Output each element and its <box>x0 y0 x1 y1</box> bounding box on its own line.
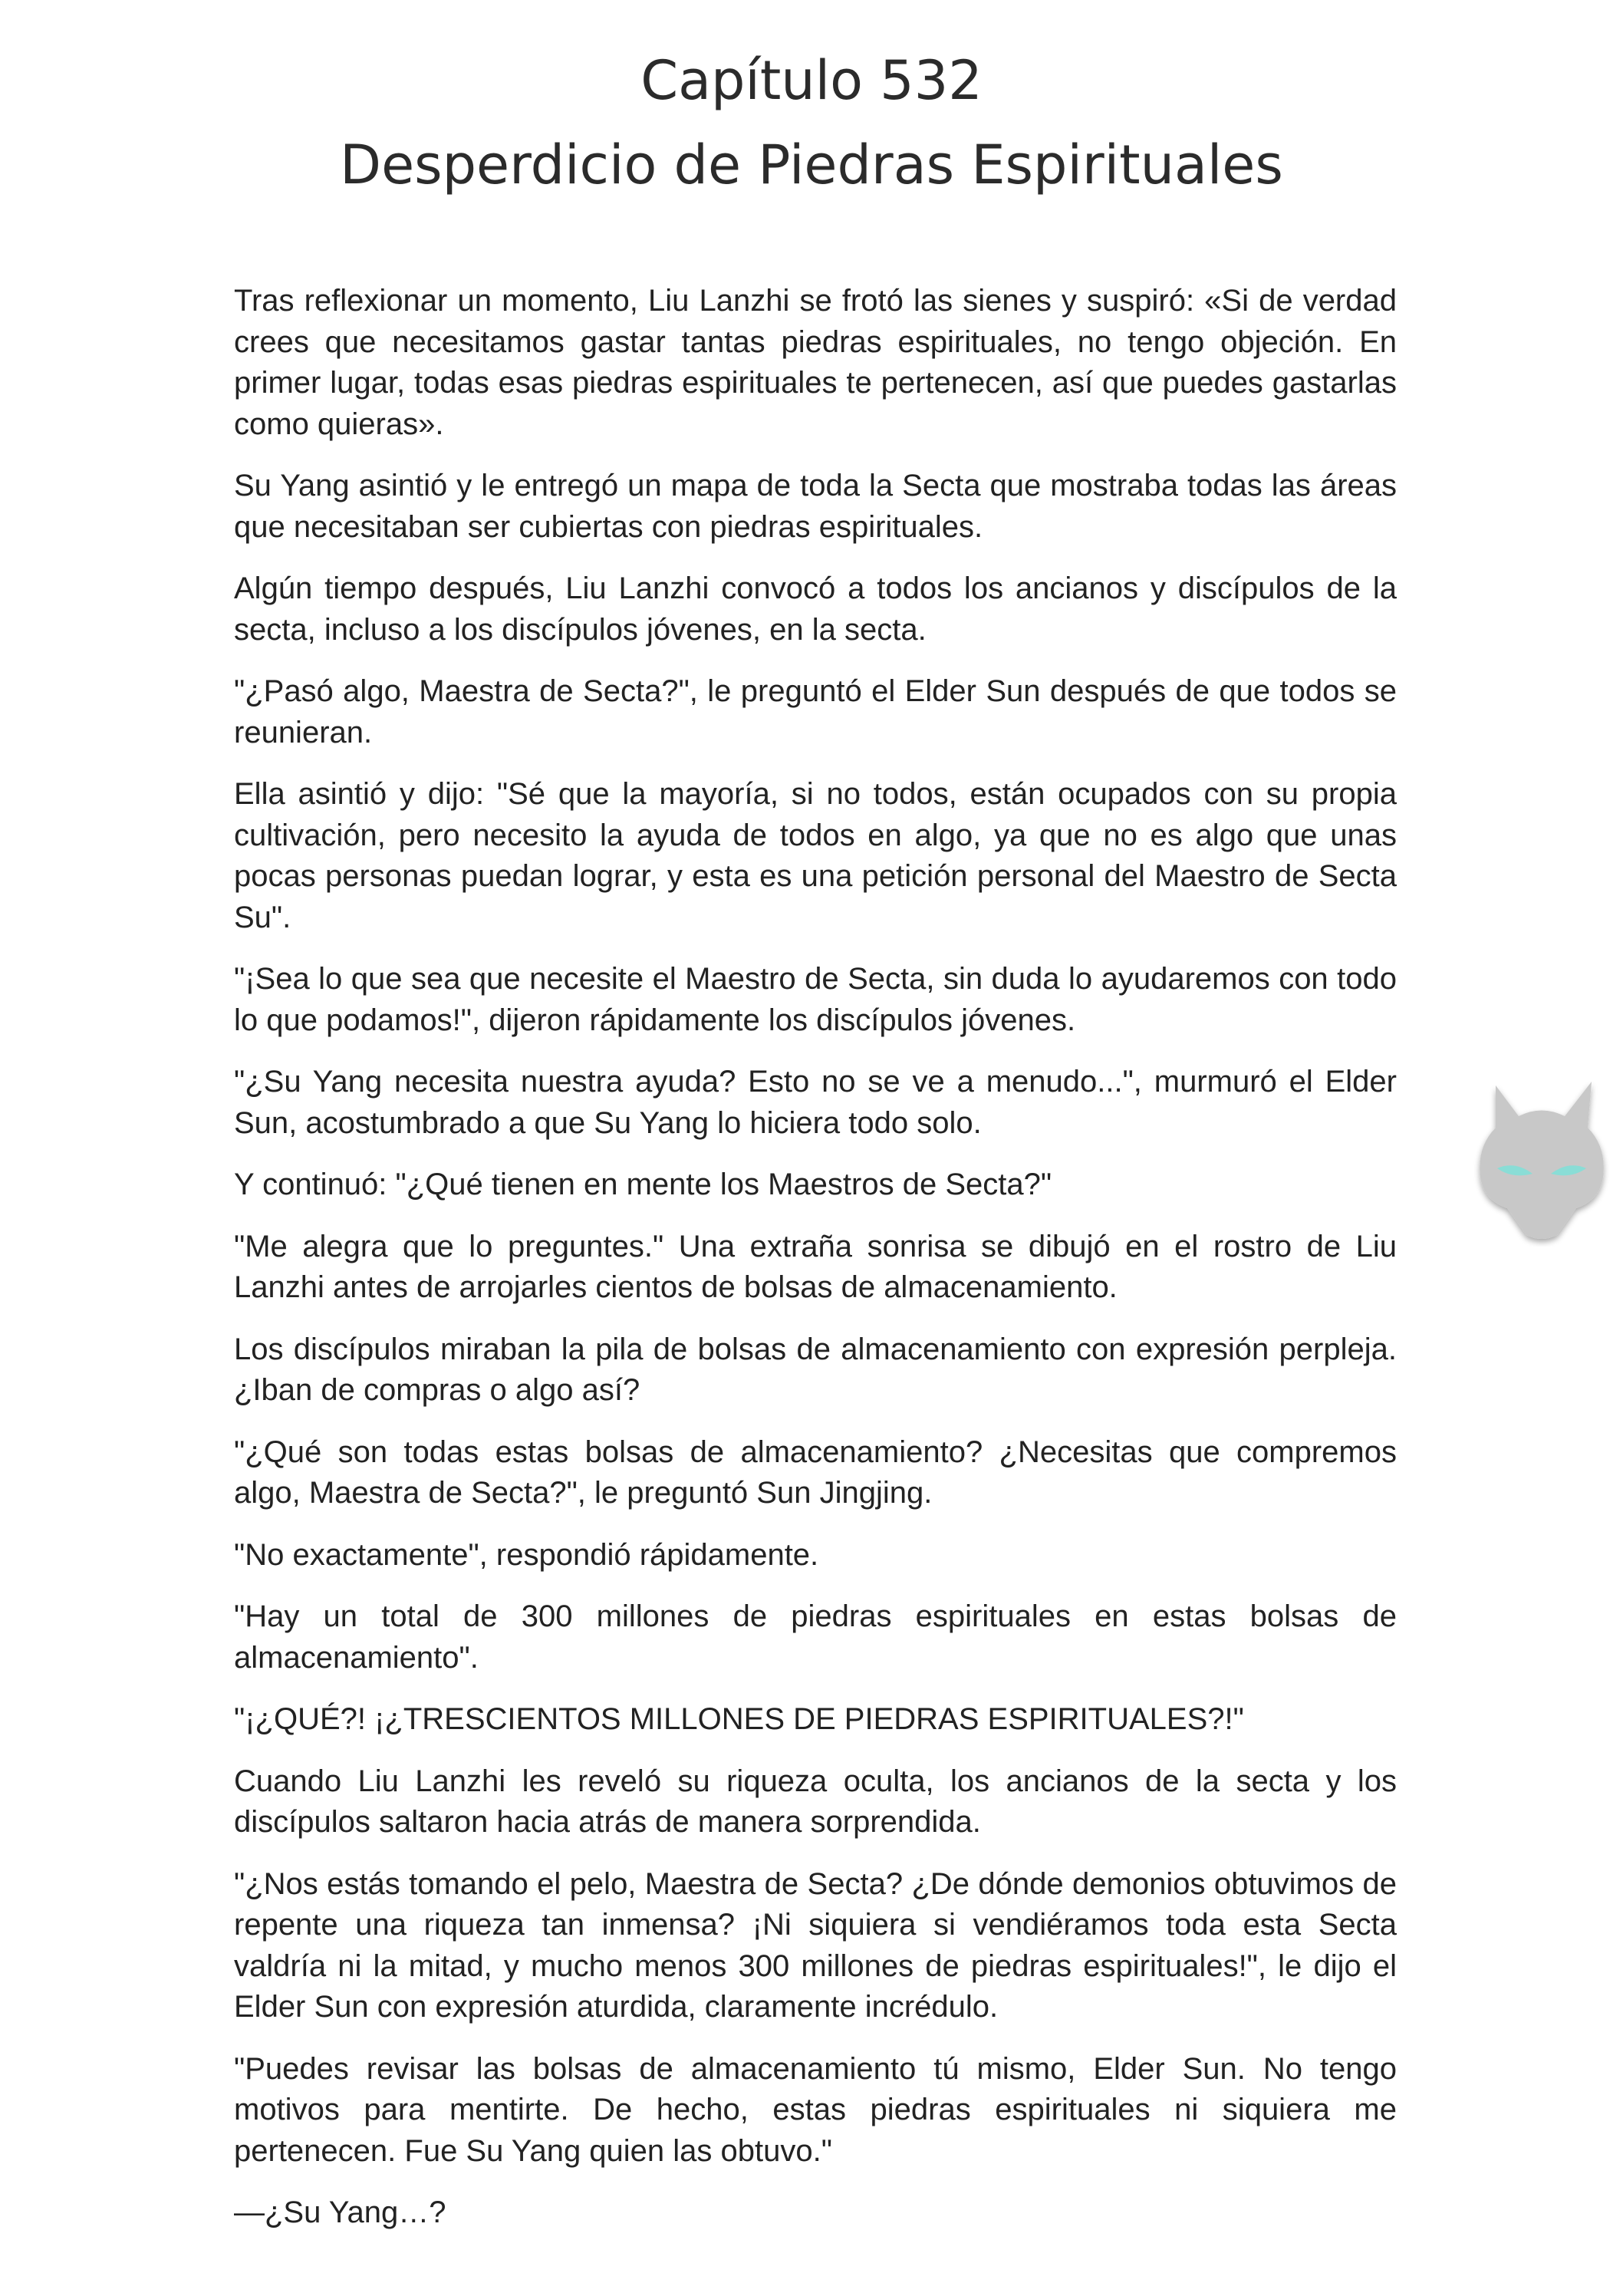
paragraph: "No exactamente", respondió rápidamente. <box>234 1537 819 1572</box>
paragraph: Su Yang asintió y le entregó un mapa de toda la Secta que mostraba todas las áreas que necesitaban ser cubiertas con piedras espirituales. <box>234 469 1397 544</box>
paragraph: Cuando Liu Lanzhi les reveló su riqueza oculta, los ancianos de la secta y los discípulos saltaron hacia atrás de manera sorprendida. <box>234 1764 1397 1839</box>
paragraph: Tras reflexionar un momento, Liu Lanzhi se frotó las sienes y suspiró: «Si de verdad crees que necesitamos gastar tantas piedras espirituales, no tengo objeción. En primer lugar, todas esas piedras espirituales te pertenecen, así que puedes gastarlas como quieras». <box>234 284 1397 441</box>
paragraph: "Hay un total de 300 millones de piedras espirituales en estas bolsas de almacenamiento". <box>234 1599 1397 1675</box>
paragraph: "¿Nos estás tomando el pelo, Maestra de Secta? ¿De dónde demonios obtuvimos de repente una riqueza tan inmensa? ¡Ni siquiera si vendiéramos toda esta Secta valdría ni la mitad, y mucho menos 300 millones de piedras espirituales!", le dijo el Elder Sun con expresión aturdida, claramente incrédulo. <box>234 1866 1397 2024</box>
paragraph: "¿Pasó algo, Maestra de Secta?", le preguntó el Elder Sun después de que todos se reunieran. <box>234 674 1397 749</box>
paragraph: "¿Su Yang necesita nuestra ayuda? Esto no se ve a menudo...", murmuró el Elder Sun, acostumbrado a que Su Yang lo hiciera todo solo. <box>234 1065 1397 1140</box>
watermark-logo <box>1465 1070 1618 1247</box>
paragraph: "Me alegra que lo preguntes." Una extraña sonrisa se dibujó en el rostro de Liu Lanzhi antes de arrojarles cientos de bolsas de almacenamiento. <box>234 1229 1397 1304</box>
paragraph: Los discípulos miraban la pila de bolsas de almacenamiento con expresión perpleja. ¿Iban de compras o algo así? <box>234 1332 1397 1407</box>
chapter-title: Desperdicio de Piedras Espirituales <box>340 133 1283 196</box>
chapter-body <box>234 281 1397 2255</box>
paragraph: Algún tiempo después, Liu Lanzhi convocó a todos los ancianos y discípulos de la secta, incluso a los discípulos jóvenes, en la secta. <box>234 572 1397 647</box>
demon-head-shape <box>1480 1082 1604 1239</box>
paragraph: Y continuó: "¿Qué tienen en mente los Maestros de Secta?" <box>234 1168 1052 1201</box>
paragraph: "¡¿QUÉ?! ¡¿TRESCIENTOS MILLONES DE PIEDRAS ESPIRITUALES?!" <box>234 1702 1244 1736</box>
paragraph: Ella asintió y dijo: "Sé que la mayoría, si no todos, están ocupados con su propia cultivación, pero necesito la ayuda de todos en algo, ya que no es algo que unas pocas personas puedan lograr, y esta es una petición personal del Maestro de Secta Su". <box>234 777 1397 934</box>
paragraph: —¿Su Yang…? <box>234 2196 446 2229</box>
paragraph: "¿Qué son todas estas bolsas de almacenamiento? ¿Necesitas que compremos algo, Maestra de Secta?", le preguntó Sun Jingjing. <box>234 1435 1397 1510</box>
chapter-header <box>0 38 1623 207</box>
paragraph: "¡Sea lo que sea que necesite el Maestro de Secta, sin duda lo ayudaremos con todo lo que podamos!", dijeron rápidamente los discípulos jóvenes. <box>234 962 1397 1037</box>
paragraph: "Puedes revisar las bolsas de almacenamiento tú mismo, Elder Sun. No tengo motivos para mentirte. De hecho, estas piedras espirituales ni siquiera me pertenecen. Fue Su Yang quien las obtuvo." <box>234 2051 1397 2168</box>
chapter-number: Capítulo 532 <box>640 49 983 112</box>
demon-head-icon <box>1465 1070 1618 1247</box>
